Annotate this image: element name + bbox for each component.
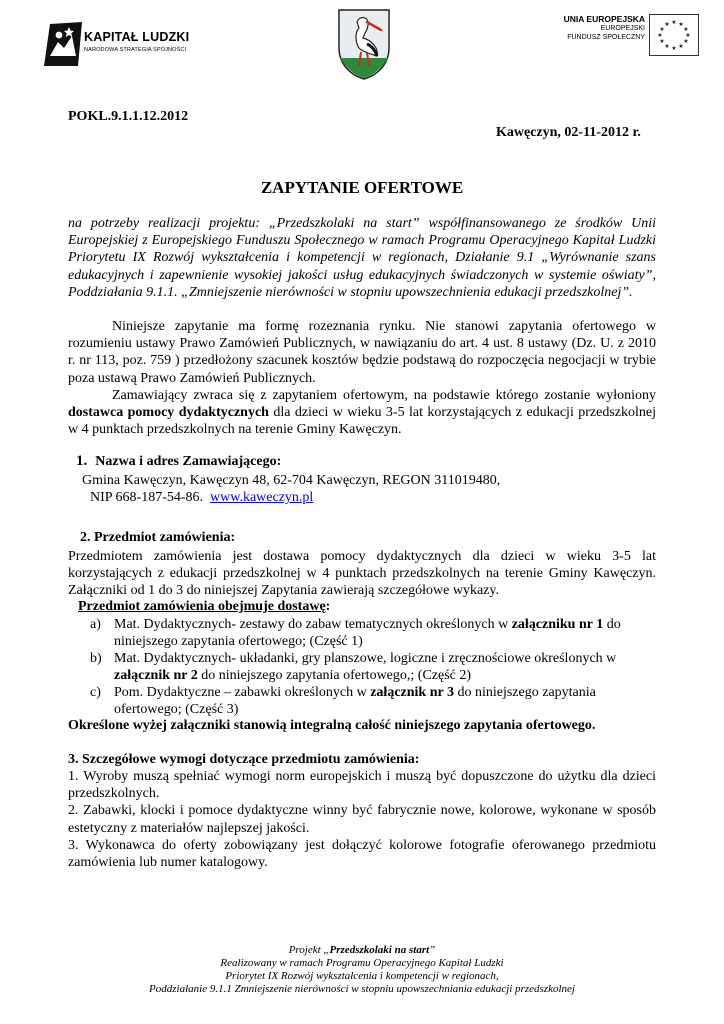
section1-heading [76, 453, 281, 470]
page-footer [0, 944, 724, 996]
intro-p3-bold: dostawca pomocy dydaktycznych [68, 405, 269, 421]
svg-text:★: ★ [683, 38, 689, 45]
svg-text:★: ★ [659, 38, 665, 45]
kapital-ludzki-title: KAPITAŁ LUDZKI [84, 30, 190, 44]
stork-coat-of-arms-icon [337, 8, 391, 80]
section2-heading: 2. Przedmiot zamówienia: [80, 530, 236, 545]
footer-line-2: Realizowany w ramach Programu Operacyjnego Kapitał Ludzki [220, 956, 504, 969]
section1-address: Gmina Kawęczyn, Kawęczyn 48, 62-704 Kawęczyn, REGON 311019480, [82, 473, 501, 488]
eu-logo [552, 14, 697, 60]
section3-heading: 3. Szczegółowe wymogi dotyczące przedmiotu zamówienia: [68, 752, 420, 767]
svg-text:★: ★ [671, 19, 677, 26]
section2-subheading [78, 598, 330, 615]
list-item-text-post: do niniejszego zapytania ofertowego; (Część 3) [114, 685, 596, 718]
intro-body [68, 318, 656, 438]
section1-heading-text: Nazwa i adres Zamawiającego: [95, 454, 282, 469]
footer-project-name: Przedszkolaki na start [329, 944, 430, 956]
list-item-text-pre: Pom. Dydaktyczne – zabawki określonych w [114, 685, 371, 700]
list-item-text [114, 684, 632, 718]
intro-p3-post: dla dzieci w wieku 3-5 lat korzystających z edukacji przedszkolnej w 4 punktach przedszkolnych na terenie Gminy Kawęczyn. [68, 405, 657, 438]
eu-title: UNIA EUROPEJSKA [563, 14, 645, 24]
section1-nip: NIP 668-187-54-86. [90, 490, 204, 505]
list-item-text-bold: załącznik nr 2 [114, 668, 198, 684]
svg-text:★: ★ [671, 45, 677, 52]
section2-closing: Określone wyżej załączniki stanowią integralną całość niniejszego zapytania ofertowego. [68, 718, 596, 733]
svg-text:★: ★ [678, 21, 684, 28]
reference-number: POKL.9.1.1.12.2012 [68, 109, 189, 124]
place-date: Kawęczyn, 02-11-2012 r. [496, 125, 641, 140]
list-item-text-pre: Mat. Dydaktycznych- zestawy do zabaw tematycznych określonych w [114, 617, 512, 632]
eu-stars-icon [650, 15, 698, 55]
section2-paragraph: Przedmiotem zamówienia jest dostawa pomocy dydaktycznych dla dzieci w wieku 3-5 lat korzystających z edukacji przedszkolnej w 4 punktach przedszkolnych na terenie Gminy Kawęczyn. Załączniki od 1 do 3 do niniejszej Zapytania zawierają szczegółowe wykazy. [68, 549, 656, 599]
list-item-label: a) [90, 617, 101, 632]
intro-p3-pre: Zamawiający zwraca się z zapytaniem ofertowym, na podstawie którego zostanie wyłoniony [112, 387, 656, 403]
eu-flag [649, 14, 699, 56]
kapital-ludzki-subtitle: NARODOWA STRATEGIA SPÓJNOŚCI [84, 47, 187, 53]
list-item-text-bold: załącznik nr 3 [370, 685, 454, 700]
footer-line-1-pre: Projekt „ [288, 944, 330, 956]
svg-text:★: ★ [664, 21, 670, 28]
svg-text:★: ★ [657, 32, 663, 39]
eu-fund-line2: FUNDUSZ SPOŁECZNY [567, 34, 645, 41]
list-item-text [114, 616, 632, 650]
intro-paragraph-3 [68, 387, 656, 439]
svg-text:★: ★ [685, 32, 691, 39]
intro-paragraph-2: Niniejsze zapytanie ma formę rozeznania rynku. Nie stanowi zapytania ofertowego w rozumieniu ustawy Prawo Zamówień Publicznych, w nawiązaniu do art. 4 ust. 8 ustawy (Dz. U. z 2010 r. nr 113, poz. 759 ) przedłożony szacunek kosztów będzie podstawą do rozpoczęcia negocjacji w trybie poza ustawą Prawo Zamówień Publicznych. [68, 319, 656, 386]
list-item-text-bold: załączniku nr 1 [511, 617, 604, 632]
list-item-text [114, 650, 632, 684]
gmina-crest [337, 8, 391, 80]
page-title: ZAPYTANIE OFERTOWE [260, 178, 464, 197]
section2-subheading-text: Przedmiot zamówienia obejmuje dostawę [78, 599, 326, 614]
eu-fund-line1: EUROPEJSKI [600, 25, 645, 32]
section3-point-3: 3. Wykonawca do oferty zobowiązany jest dołączyć kolorowe fotografie oferowanego przedmiotu zamówienia lub numer katalogowy. [68, 837, 656, 871]
footer-line-1-post: ” [429, 944, 436, 956]
intro-italic-paragraph: na potrzeby realizacji projektu: „Przedszkolaki na start” współfinansowanego ze środków Unii Europejskiej z Europejskiego Funduszu Społecznego w ramach Programu Operacyjnego Kapitał Ludzki Priorytetu IX Rozwój wykształcenia i kompetencji w regionach, Działanie 9.1 „Wyrównanie szans edukacyjnych i zapewnienie wysokiej jakości usług edukacyjnych świadczonych w systemie oświaty”, Poddziałania 9.1.1. „Zmniejszenie nierówności w stopniu upowszechnienia edukacji przedszkolnej”. [68, 216, 656, 300]
footer-line-4: Poddziałanie 9.1.1 Zmniejszenie nierówności w stopniu upowszechniania edukacji przedszkolnej [149, 982, 575, 995]
list-item-text-post: do niniejszego zapytania ofertowego; (Część 1) [114, 617, 621, 650]
list-item-label: b) [90, 651, 102, 666]
section1-number: 1. [76, 453, 88, 469]
section2-subheading-colon: : [325, 599, 331, 614]
svg-text:★: ★ [659, 26, 665, 33]
website-link[interactable]: www.kaweczyn.pl [210, 490, 314, 505]
list-item-text-pre: Mat. Dydaktycznych- układanki, gry planszowe, logiczne i zręcznościowe określonych w [114, 651, 617, 666]
footer-line-1 [0, 944, 724, 957]
list-item-text-post: do niniejszego zapytania ofertowego,; (Część 2) [197, 668, 472, 684]
footer-line-3: Priorytet IX Rozwój wykształcenia i kompetencji w regionach, [225, 969, 499, 982]
section1-nip-line [90, 489, 313, 506]
svg-text:★: ★ [664, 43, 670, 50]
section3-point-2: 2. Zabawki, klocki i pomoce dydaktyczne winny być fabrycznie nowe, kolorowe, wykonane w sposób estetyczny z materiałów najlepszej jakości. [68, 803, 656, 836]
section3-body [68, 768, 656, 871]
svg-text:★: ★ [678, 43, 684, 50]
kapital-ludzki-logo [42, 18, 212, 70]
kapital-ludzki-emblem-icon [42, 20, 84, 68]
list-item-label: c) [90, 685, 101, 700]
section3-point-1: 1. Wyroby muszą spełniać wymogi norm europejskich i muszą być dopuszczone do użytku dla dzieci przedszkolnych. [68, 769, 656, 802]
svg-text:★: ★ [683, 26, 689, 33]
